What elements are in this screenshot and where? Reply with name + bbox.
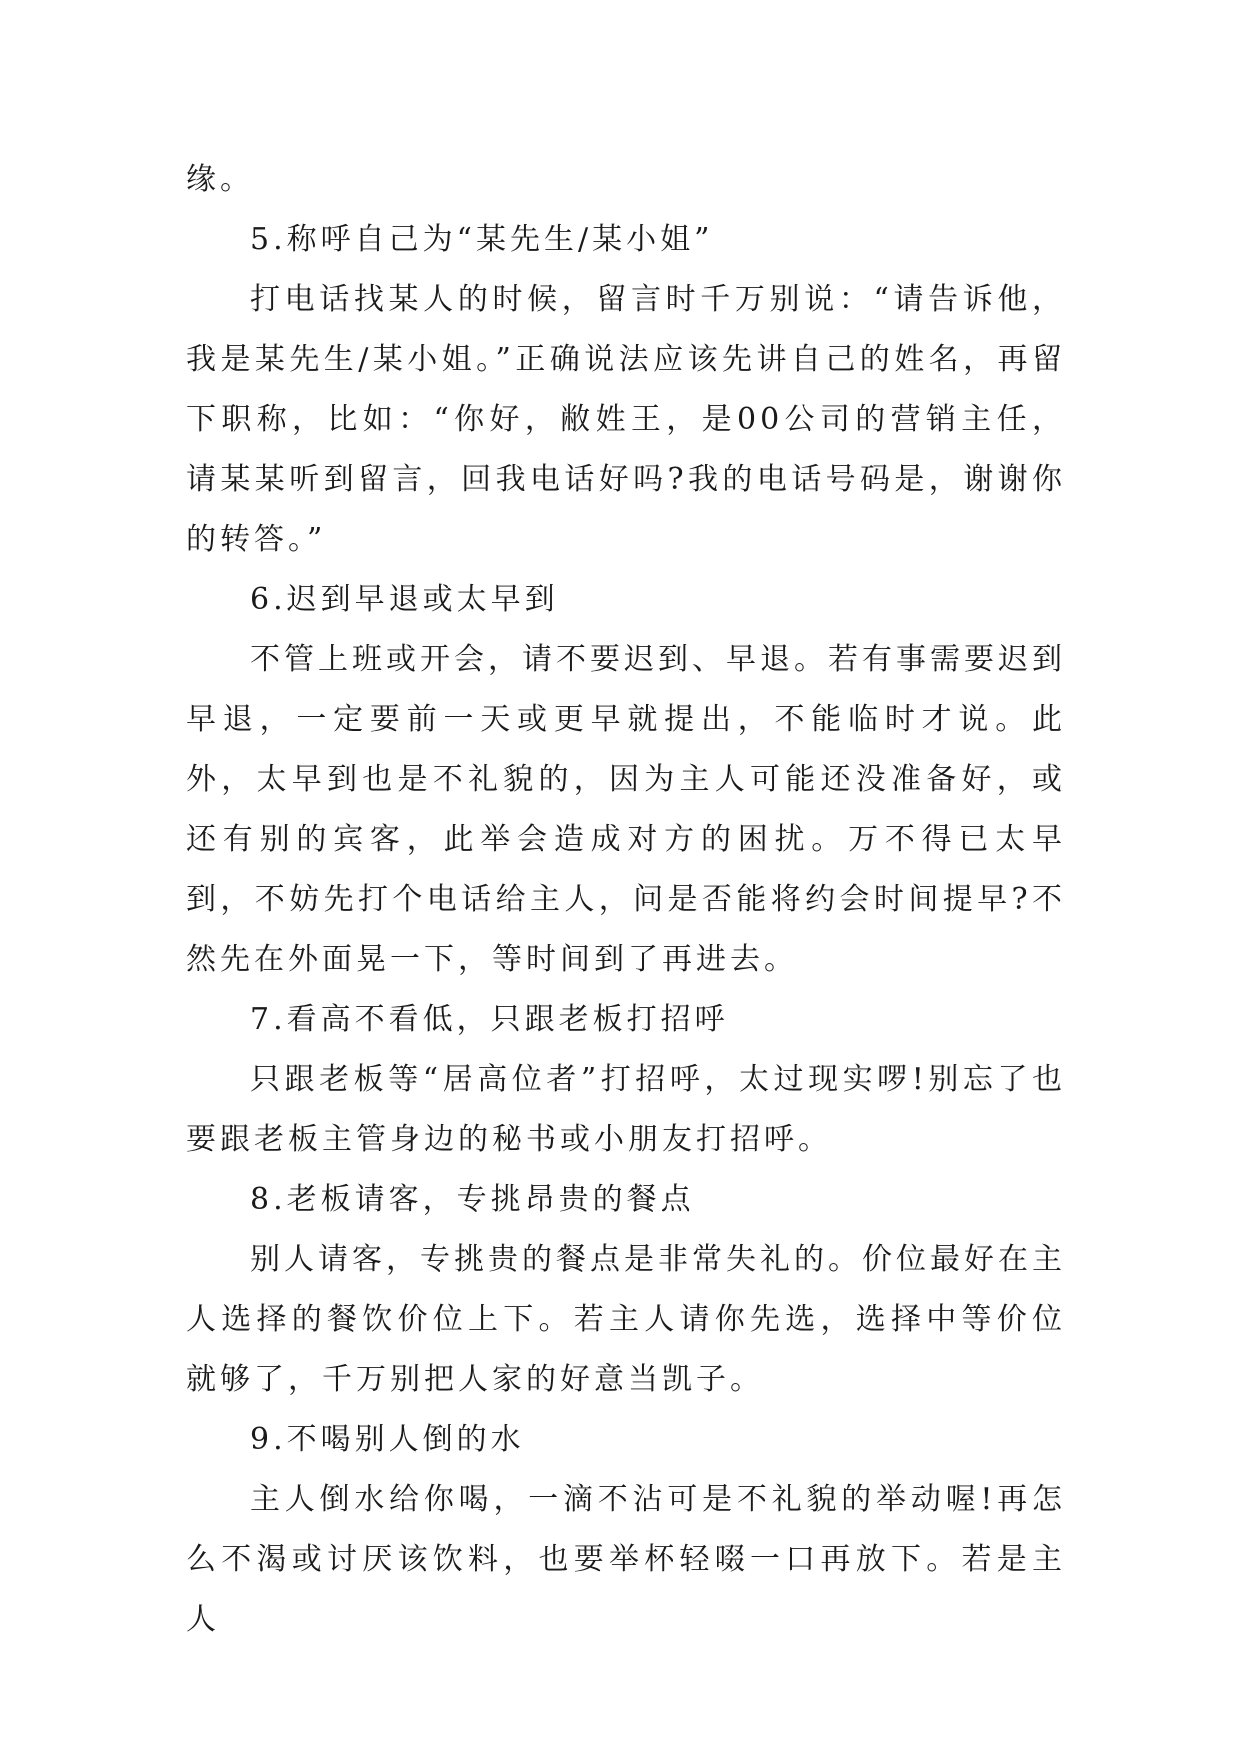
paragraph-6: 不管上班或开会，请不要迟到、早退。若有事需要迟到早退，一定要前一天或更早就提出，不能临时才说。此外，太早到也是不礼貌的，因为主人可能还没准备好，或还有别的宾客，此举会造成对方的困扰。万不得已太早到，不妨先打个电话给主人，问是否能将约会时间提早?不然先在外面晃一下，等时间到了再进去。 [186,642,1066,977]
section-heading-5: 5.称呼自己为“某先生/某小姐” [250,222,714,257]
paragraph-continued: 缘。 [186,162,254,197]
section-heading-8: 8.老板请客，专挑昂贵的餐点 [250,1182,695,1217]
paragraph-5: 打电话找某人的时候，留言时千万别说：“请告诉他，我是某先生/某小姐。”正确说法应该先讲自己的姓名，再留下职称，比如：“你好，敝姓王，是00公司的营销主任，请某某听到留言，回我电话好吗?我的电话号码是，谢谢你的转答。” [186,282,1066,557]
section-heading-7: 7.看高不看低，只跟老板打招呼 [250,1002,729,1037]
paragraph-9: 主人倒水给你喝，一滴不沾可是不礼貌的举动喔!再怎么不渴或讨厌该饮料，也要举杯轻啜一口再放下。若是主人 [186,1482,1066,1637]
paragraph-7: 只跟老板等“居高位者”打招呼，太过现实啰!别忘了也要跟老板主管身边的秘书或小朋友打招呼。 [186,1062,1066,1157]
section-heading-9: 9.不喝别人倒的水 [250,1422,525,1457]
section-heading-6: 6.迟到早退或太早到 [250,582,559,617]
document-body [186,150,1066,1650]
paragraph-8: 别人请客，专挑贵的餐点是非常失礼的。价位最好在主人选择的餐饮价位上下。若主人请你先选，选择中等价位就够了，千万别把人家的好意当凯子。 [186,1242,1066,1397]
